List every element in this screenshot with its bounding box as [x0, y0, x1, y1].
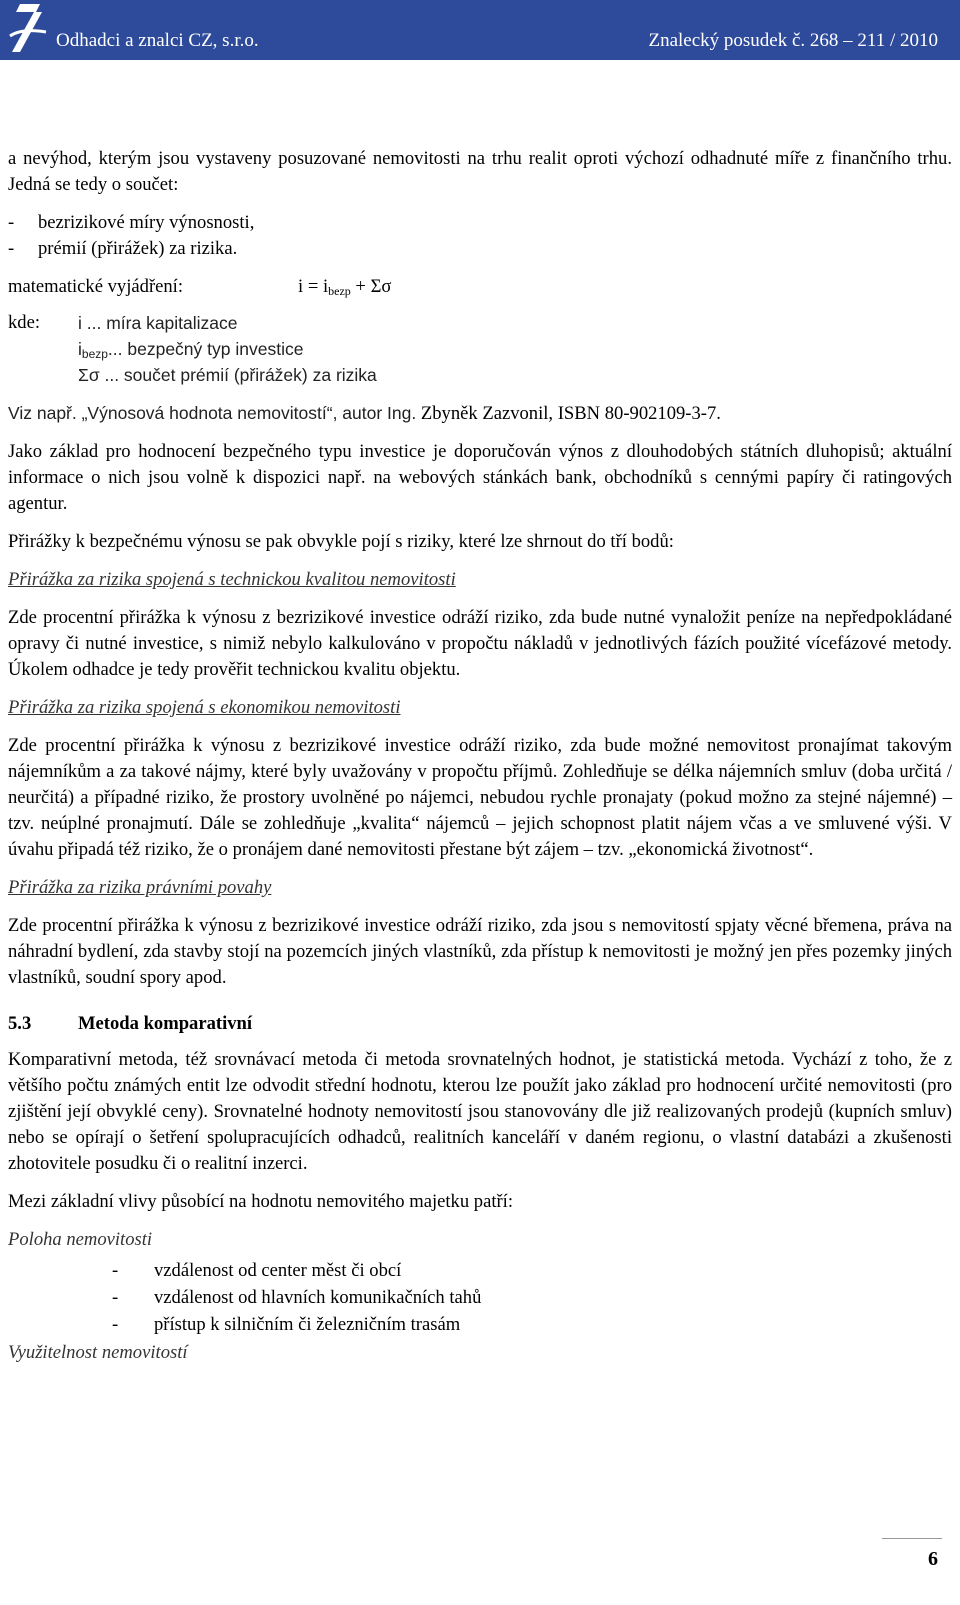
- section-heading: 5.3 Metoda komparativní: [8, 1013, 253, 1034]
- list-item: - vzdálenost od hlavních komunikačních tahů: [8, 1284, 952, 1311]
- list-item: - vzdálenost od center měst či obcí: [8, 1257, 952, 1284]
- heading-economic-risk: Přirážka za rizika spojená s ekonomikou nemovitosti: [8, 697, 401, 718]
- formula: $i = i_{bezp} + \Sigma\sigma$: [298, 276, 392, 298]
- location-list: [8, 1257, 952, 1338]
- paragraph-influences: Mezi základní vlivy působící na hodnotu nemovitého majetku patří:: [8, 1191, 514, 1212]
- definitions-list: [78, 310, 377, 388]
- definitions-label: kde:: [8, 312, 41, 333]
- company-name: Odhadci a znalci CZ, s.r.o.: [56, 30, 259, 51]
- definitions-block: [8, 310, 952, 388]
- paragraph-reference: Viz např. „Výnosová hodnota nemovitostí“, autor Ing. Zbyněk Zazvonil, ISBN 80-902109-3-7.: [8, 403, 721, 424]
- paragraph-base-yield: Jako základ pro hodnocení bezpečného typu investice je doporučován výnos z dlouhodobých státních dluhopisů; aktuální informace o nich jsou volně k dispozici např. na webových stánkách bank, obchodníků s cennými papíry či ratingových agentur.: [8, 441, 952, 514]
- heading-location: Poloha nemovitosti: [8, 1229, 153, 1250]
- paragraph-surcharges: Přirážky k bezpečnému výnosu se pak obvykle pojí s riziky, které lze shrnout do tří bodů:: [8, 531, 674, 552]
- paragraph-economic-risk: Zde procentní přirážka k výnosu z bezrizikové investice odráží riziko, zda bude možné nemovitost pronajímat takovým nájemníkům a za takové nájmy, které byly uvažovány v propočtu příjmů. Zohledňuje se délka nájemních smluv (doba určitá / neurčitá) a případné riziko, že prostory uvolněné po nájemci, nebudou rychle pronajaty (pokud možno za stejné nájemné) – tzv. neúplné pronajmutí. Dále se zohledňuje „kvalita“ nájemců – jejich schopnost platit nájem včas a ve smluvené výši. V úvahu připadá též riziko, že o pronájem dané nemovitosti přestane být zájem – tzv. „ekonomická životnost“.: [8, 735, 952, 860]
- formula-label: matematické vyjádření:: [8, 276, 184, 297]
- paragraph-technical-risk: Zde procentní přirážka k výnosu z bezrizikové investice odráží riziko, zda bude nutné vynaložit peníze na nepředpokládané opravy či nutné investice, s nimiž nebylo kalkulováno v propočtu nákladů v jednotlivých fázích použité vícefázové metody. Úkolem odhadce je tedy prověřit technickou kvalitu objektu.: [8, 607, 952, 680]
- heading-technical-risk: Přirážka za rizika spojená s technickou kvalitou nemovitosti: [8, 569, 456, 590]
- definition-item: $i_{bezp}$... bezpečný typ investice: [78, 339, 304, 361]
- formula-row: [8, 274, 952, 300]
- report-number: Znalecký posudek č. 268 – 211 / 2010: [648, 30, 938, 51]
- footer-rule: [882, 1538, 942, 1539]
- list-item: - přístup k silničním či železničním trasám: [8, 1311, 952, 1338]
- list-item: - prémií (přirážek) za rizika.: [8, 236, 952, 262]
- definition-item: i ... míra kapitalizace: [78, 313, 238, 333]
- page-header: [0, 0, 960, 60]
- paragraph-intro: a nevýhod, kterým jsou vystaveny posuzované nemovitosti na trhu realit oproti výchozí odhadnuté míře z finančního trhu. Jedná se tedy o součet:: [8, 148, 952, 195]
- page-number: 6: [928, 1548, 938, 1570]
- definition-item: Σσ ... součet prémií (přirážek) za rizika: [78, 365, 377, 385]
- document-body: [8, 146, 952, 1370]
- heading-usability: Využitelnost nemovitostí: [8, 1342, 188, 1363]
- paragraph-legal-risk: Zde procentní přirážka k výnosu z bezrizikové investice odráží riziko, zda jsou s nemovitostí spjaty věcné břemena, práva na náhradní bydlení, zda stavby stojí na pozemcích jiných vlastníků, zda přístup k nemovitosti je možný jen přes pozemky jiných vlastníků, soudní spory apod.: [8, 915, 952, 988]
- slanted-bar-logo-icon: [6, 2, 50, 54]
- paragraph-comparative: Komparativní metoda, též srovnávací metoda či metoda srovnatelných hodnot, je statistická metoda. Vychází z toho, že z většího počtu známých entit lze odvodit střední hodnotu, kterou lze použít jako základ pro hodnocení určité nemovitosti (pro zjištění její obvyklé ceny). Srovnatelné hodnoty nemovitostí jsou stanovovány dle již realizovaných prodejů (kupních smluv) nebo se opírají o šetření spolupracujících odhadců, realitních kanceláří v daném regionu, o vlastní databázi a zkušenosti zhotovitele posudku či o realitní inzerci.: [8, 1049, 952, 1174]
- heading-legal-risk: Přirážka za rizika právními povahy: [8, 877, 272, 898]
- sum-list: [8, 210, 952, 262]
- list-item: - bezrizikové míry výnosnosti,: [8, 210, 952, 236]
